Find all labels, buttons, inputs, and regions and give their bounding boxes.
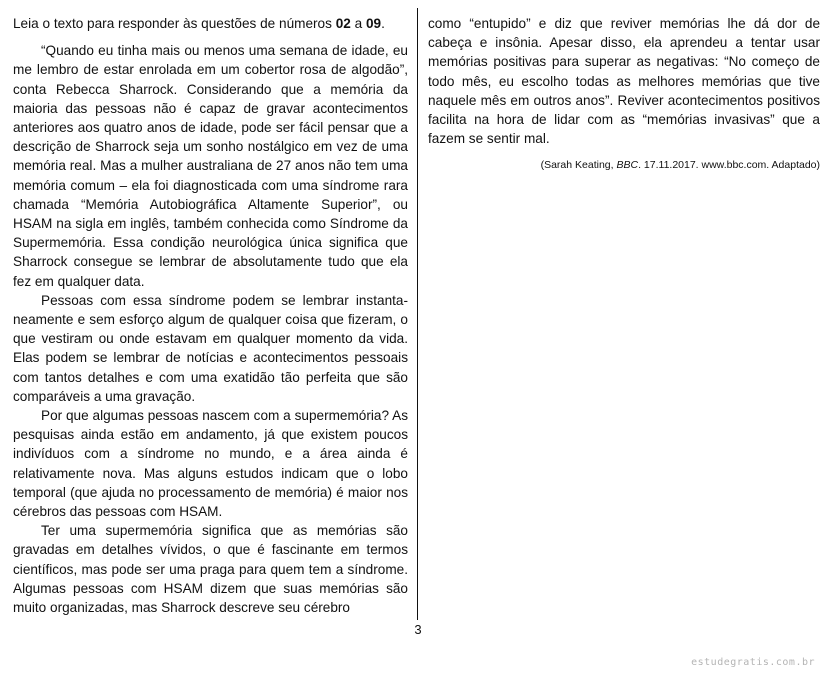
left-column <box>13 14 408 617</box>
question-start: 02 <box>335 16 351 31</box>
paragraph-4-continuation: como “entupido” e diz que reviver memórias lhe dá dor de cabeça e insônia. Apesar disso, ela aprendeu a tentar usar memórias positivas para superar as negativas: “No começo de todo mês, eu escolho todas as melhores memórias que tive naquele mês em outros anos”. Reviver acontecimentos positivos facilita na hora de lidar com as “memórias invasivas” que a fazem se sentir mal. <box>428 16 820 147</box>
page-number: 3 <box>414 622 422 637</box>
paragraph-1: “Quando eu tinha mais ou menos uma semana de idade, eu me lembro de estar enrolada em um cobertor rosa de algodão”, conta Rebecca Sharrock. Considerando que a memória da maioria das pessoas não é capaz de gravar acontecimentos anteriores aos quatro anos de idade, pode ser fácil pensar que a descrição de Sharrock seja um sonho nostálgico em vez de uma memória real. Mas a mulher australiana de 27 anos não tem uma memória comum – ela foi diagnosticada com uma síndrome rara chamada “Memória Autobiográfica Altamente Superior”, ou HSAM na sigla em inglês, também conhecida como Síndrome da Supermemória. Essa condição neurológica única significa que Sharrock consegue se lembrar de absolutamente tudo que ela fez em qualquer data. <box>13 43 408 289</box>
column-divider <box>417 8 418 620</box>
paragraph-4: Ter uma supermemória significa que as memórias são gravadas em detalhes vívidos, o que é fascinante em termos científicos, mas pode ser uma praga para quem tem a síndrome. Algumas pessoas com HSAM dizem que suas memórias são muito organizadas, mas Sharrock descreve seu cérebro <box>13 523 408 616</box>
reading-instruction: Leia o texto para responder às questões de números 02 a 09. <box>13 16 385 31</box>
paragraph-2: Pessoas com essa síndrome podem se lembrar instantaneamente e sem esforço algum de qualquer coisa que fizeram, o que vestiram ou onde estavam em qualquer momento da vida. Elas podem se lembrar de notícias e acontecimentos pessoais com tantos detalhes e com uma exatidão tão perfeita que são comparáveis a uma gravação. <box>13 292 408 404</box>
source-citation: (Sarah Keating, BBC. 17.11.2017. www.bbc.com. Adaptado) <box>540 159 820 172</box>
question-end: 09 <box>365 16 382 31</box>
site-watermark: estudegratis.com.br <box>691 657 815 668</box>
publication-name: BBC <box>616 159 639 172</box>
paragraph-3: Por que algumas pessoas nascem com a supermemória? As pesquisas ainda estão em andamento, já que existem poucos indivíduos com a síndrome no mundo, e a área ainda é relativamente nova. Mas alguns estudos indicam que o lobo temporal (que ajuda no processamento de memória) é maior nos cérebros das pessoas com HSAM. <box>13 408 408 520</box>
right-column <box>428 14 820 172</box>
